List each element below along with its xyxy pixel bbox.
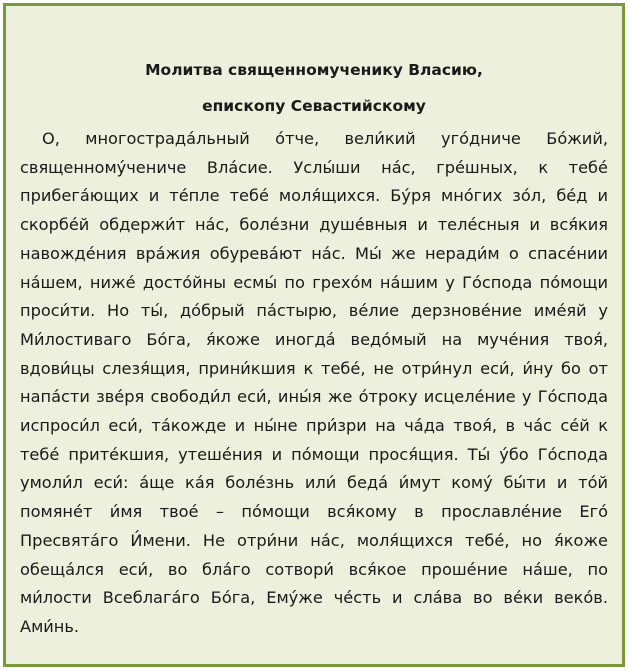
prayer-body: О, многострада́льный о́тче, вели́кий уго́дниче Бо́жий, священному́чениче Вла́сие. Услы́ши на́с, гре́шных, к тебе́ прибега́ющих и те́пле тебе́ моля́щихся. Бу́ря мно́гих зо́л, бе́д и скорбе́й обдержи́т на́с, боле́зни душе́вныя и теле́сныя и вся́кия навожде́ния вра́жия обурева́ют на́с. Мы́ же нерaди́м о спасе́нии на́шем, ниже́ досто́йны есмы́ по грехо́м на́шим у Го́спода по́мощи проси́ти. Но ты́, до́брый па́стырю, ве́лие дерзнове́ние име́яй у Ми́лостиваго Бо́га, я́коже иногда́ ведо́мый на муче́ния твоя́, вдови́цы слезя́щия, прини́кшия к тебе́, не отри́нул еси́, и́ну бо от напа́сти зве́ря свободи́л еси́, ины́я же о́троку исцеле́ние у Го́спода испроси́л еси́, та́кожде и ны́не при́зри на ча́да твоя́, в ча́с се́й к тебе́ прите́кшия, утеше́ния и по́мощи прося́щия. Ты́ у́бо Го́спода умоли́л еси́: а́ще ка́я боле́знь или́ беда́ и́мут кому́ бы́ти и то́й помяне́т и́мя твое́ – по́мощи вся́кому в прославле́ние Его́ Пресвята́го И́мени. Не отри́ни на́с, моля́щихся тебе́, но я́коже обеща́лся еси́, во бла́го сотвори́ вся́кое проше́ние на́ше, по ми́лости Всеблага́го Бо́га, Ему́же че́сть и сла́ва во ве́ки веко́в. Ами́нь.	[20, 129, 608, 636]
prayer-title-line1: Молитва священномученику Власию,	[145, 61, 483, 79]
prayer-content	[20, 52, 608, 642]
prayer-card	[3, 3, 625, 667]
prayer-title-line2: епископу Севастийскому	[202, 97, 426, 115]
